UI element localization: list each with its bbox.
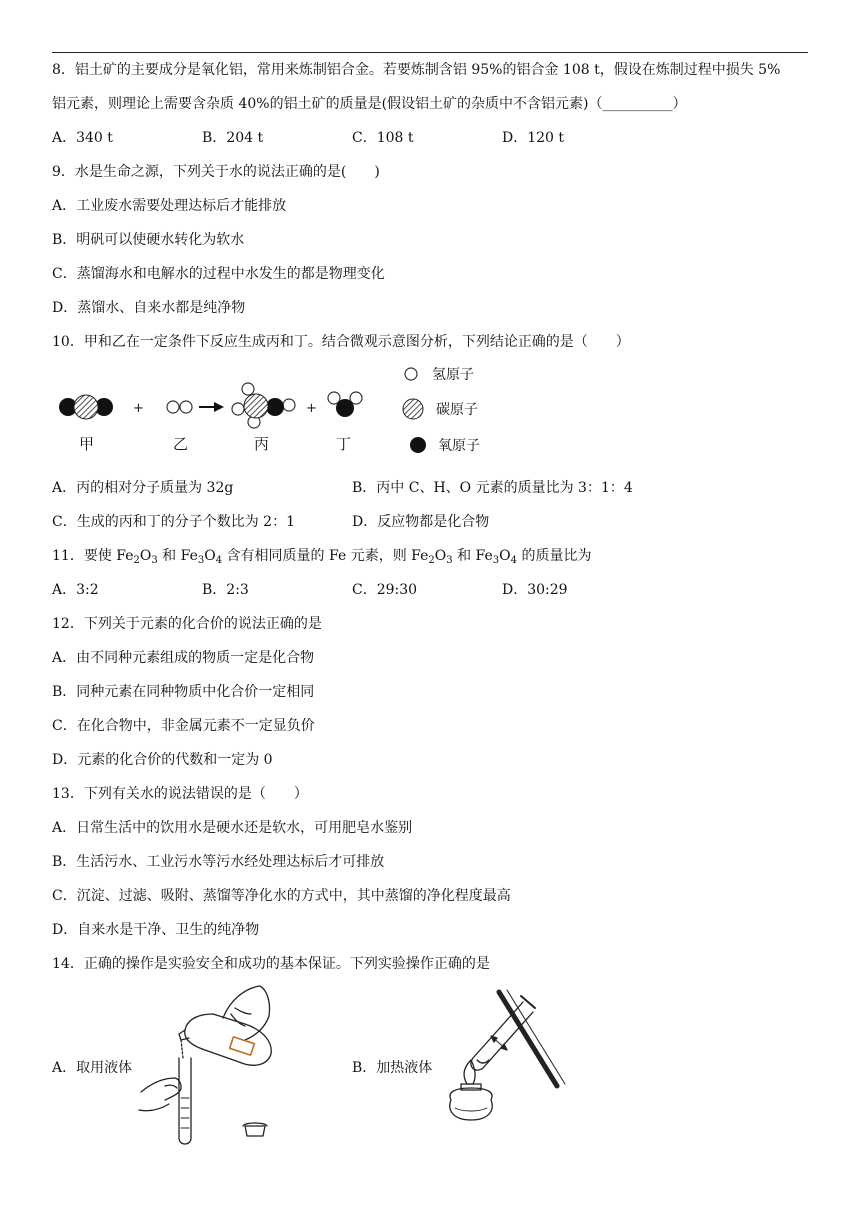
q9-option-d[interactable]: D．蒸馏水、自来水都是纯净物 — [52, 300, 246, 316]
reaction-arrow — [199, 402, 224, 412]
q8-line2: 铝元素，则理论上需要含杂质 40%的铝土矿的质量是(假设铝土矿的杂质中不含铝元素)（__________） — [52, 96, 687, 112]
molecule-yi — [167, 401, 192, 413]
q10-option-b[interactable]: B．丙中 C、H、O 元素的质量比为 3：1：4 — [352, 480, 633, 496]
illustration-heat-liquid — [437, 988, 577, 1138]
q14-stem: 14．正确的操作是实验安全和成功的基本保证。下列实验操作正确的是 — [52, 956, 490, 972]
label-yi: 乙 — [173, 435, 189, 453]
label-bing: 丙 — [254, 435, 270, 453]
q9-option-b[interactable]: B．明矾可以使硬水转化为软水 — [52, 232, 245, 248]
q12-stem: 12．下列关于元素的化合价的说法正确的是 — [52, 616, 322, 632]
reaction-diagram — [0, 360, 860, 460]
legend-hydrogen-symbol — [405, 368, 417, 380]
legend-oxygen-symbol — [410, 437, 426, 453]
q8-option-c[interactable]: C．108 t — [352, 130, 414, 146]
legend-carbon: 碳原子 — [436, 402, 478, 418]
q11-option-a[interactable]: A．3:2 — [52, 582, 99, 598]
q8-option-d[interactable]: D．120 t — [502, 130, 565, 146]
q10-option-d[interactable]: D．反应物都是化合物 — [352, 514, 490, 530]
label-jia: 甲 — [79, 435, 95, 453]
legend-oxygen: 氧原子 — [438, 438, 480, 454]
q12-option-c[interactable]: C．在化合物中，非金属元素不一定显负价 — [52, 718, 315, 734]
q13-option-d[interactable]: D．自来水是干净、卫生的纯净物 — [52, 922, 260, 938]
molecule-bing — [232, 383, 295, 428]
q10-option-a[interactable]: A．丙的相对分子质量为 32g — [52, 480, 234, 496]
q11-option-c[interactable]: C．29:30 — [352, 582, 418, 598]
illustration-take-liquid — [135, 980, 285, 1150]
plus-sign-2: + — [306, 401, 317, 416]
q9-option-a[interactable]: A．工业废水需要处理达标后才能排放 — [52, 198, 287, 214]
q14-option-a[interactable]: A．取用液体 — [52, 1060, 133, 1076]
q11-option-b[interactable]: B．2:3 — [202, 582, 249, 598]
q11-option-d[interactable]: D．30:29 — [502, 582, 568, 598]
q13-option-c[interactable]: C．沉淀、过滤、吸附、蒸馏等净化水的方式中，其中蒸馏的净化程度最高 — [52, 888, 511, 904]
q10-option-c[interactable]: C．生成的丙和丁的分子个数比为 2：1 — [52, 514, 295, 530]
q10-stem: 10．甲和乙在一定条件下反应生成丙和丁。结合微观示意图分析，下列结论正确的是（ ） — [52, 334, 630, 350]
q12-option-b[interactable]: B．同种元素在同种物质中化合价一定相同 — [52, 684, 315, 700]
q13-option-b[interactable]: B．生活污水、工业污水等污水经处理达标后才可排放 — [52, 854, 385, 870]
plus-sign-1: + — [133, 401, 144, 416]
q13-option-a[interactable]: A．日常生活中的饮用水是硬水还是软水，可用肥皂水鉴别 — [52, 820, 413, 836]
q9-option-c[interactable]: C．蒸馏海水和电解水的过程中水发生的都是物理变化 — [52, 266, 385, 282]
legend-hydrogen: 氢原子 — [432, 367, 474, 383]
label-ding: 丁 — [336, 435, 352, 453]
q8-option-b[interactable]: B．204 t — [202, 130, 264, 146]
q8-line1: 8．铝土矿的主要成分是氧化铝，常用来炼制铝合金。若要炼制含铝 95%的铝合金 108 t，假设在炼制过程中损失 5% — [52, 62, 781, 78]
q12-option-d[interactable]: D．元素的化合价的代数和一定为 0 — [52, 752, 273, 768]
q9-stem: 9．水是生命之源，下列关于水的说法正确的是( ) — [52, 164, 380, 180]
q11-stem: 11．要使 $Fe_2O_3$ 和 $Fe_3O_4$ 含有相同质量的 Fe 元素，则 $Fe_2O_3$ 和 $Fe_3O_4$ 的质量比为 — [52, 548, 592, 566]
q8-option-a[interactable]: A．340 t — [52, 130, 113, 146]
legend-carbon-symbol — [403, 399, 423, 419]
header-rule — [52, 52, 808, 53]
q13-stem: 13．下列有关水的说法错误的是（ ） — [52, 786, 308, 802]
molecule-ding — [328, 392, 362, 417]
molecule-jia — [59, 395, 113, 419]
q14-option-b[interactable]: B．加热液体 — [352, 1060, 433, 1076]
q12-option-a[interactable]: A．由不同种元素组成的物质一定是化合物 — [52, 650, 315, 666]
